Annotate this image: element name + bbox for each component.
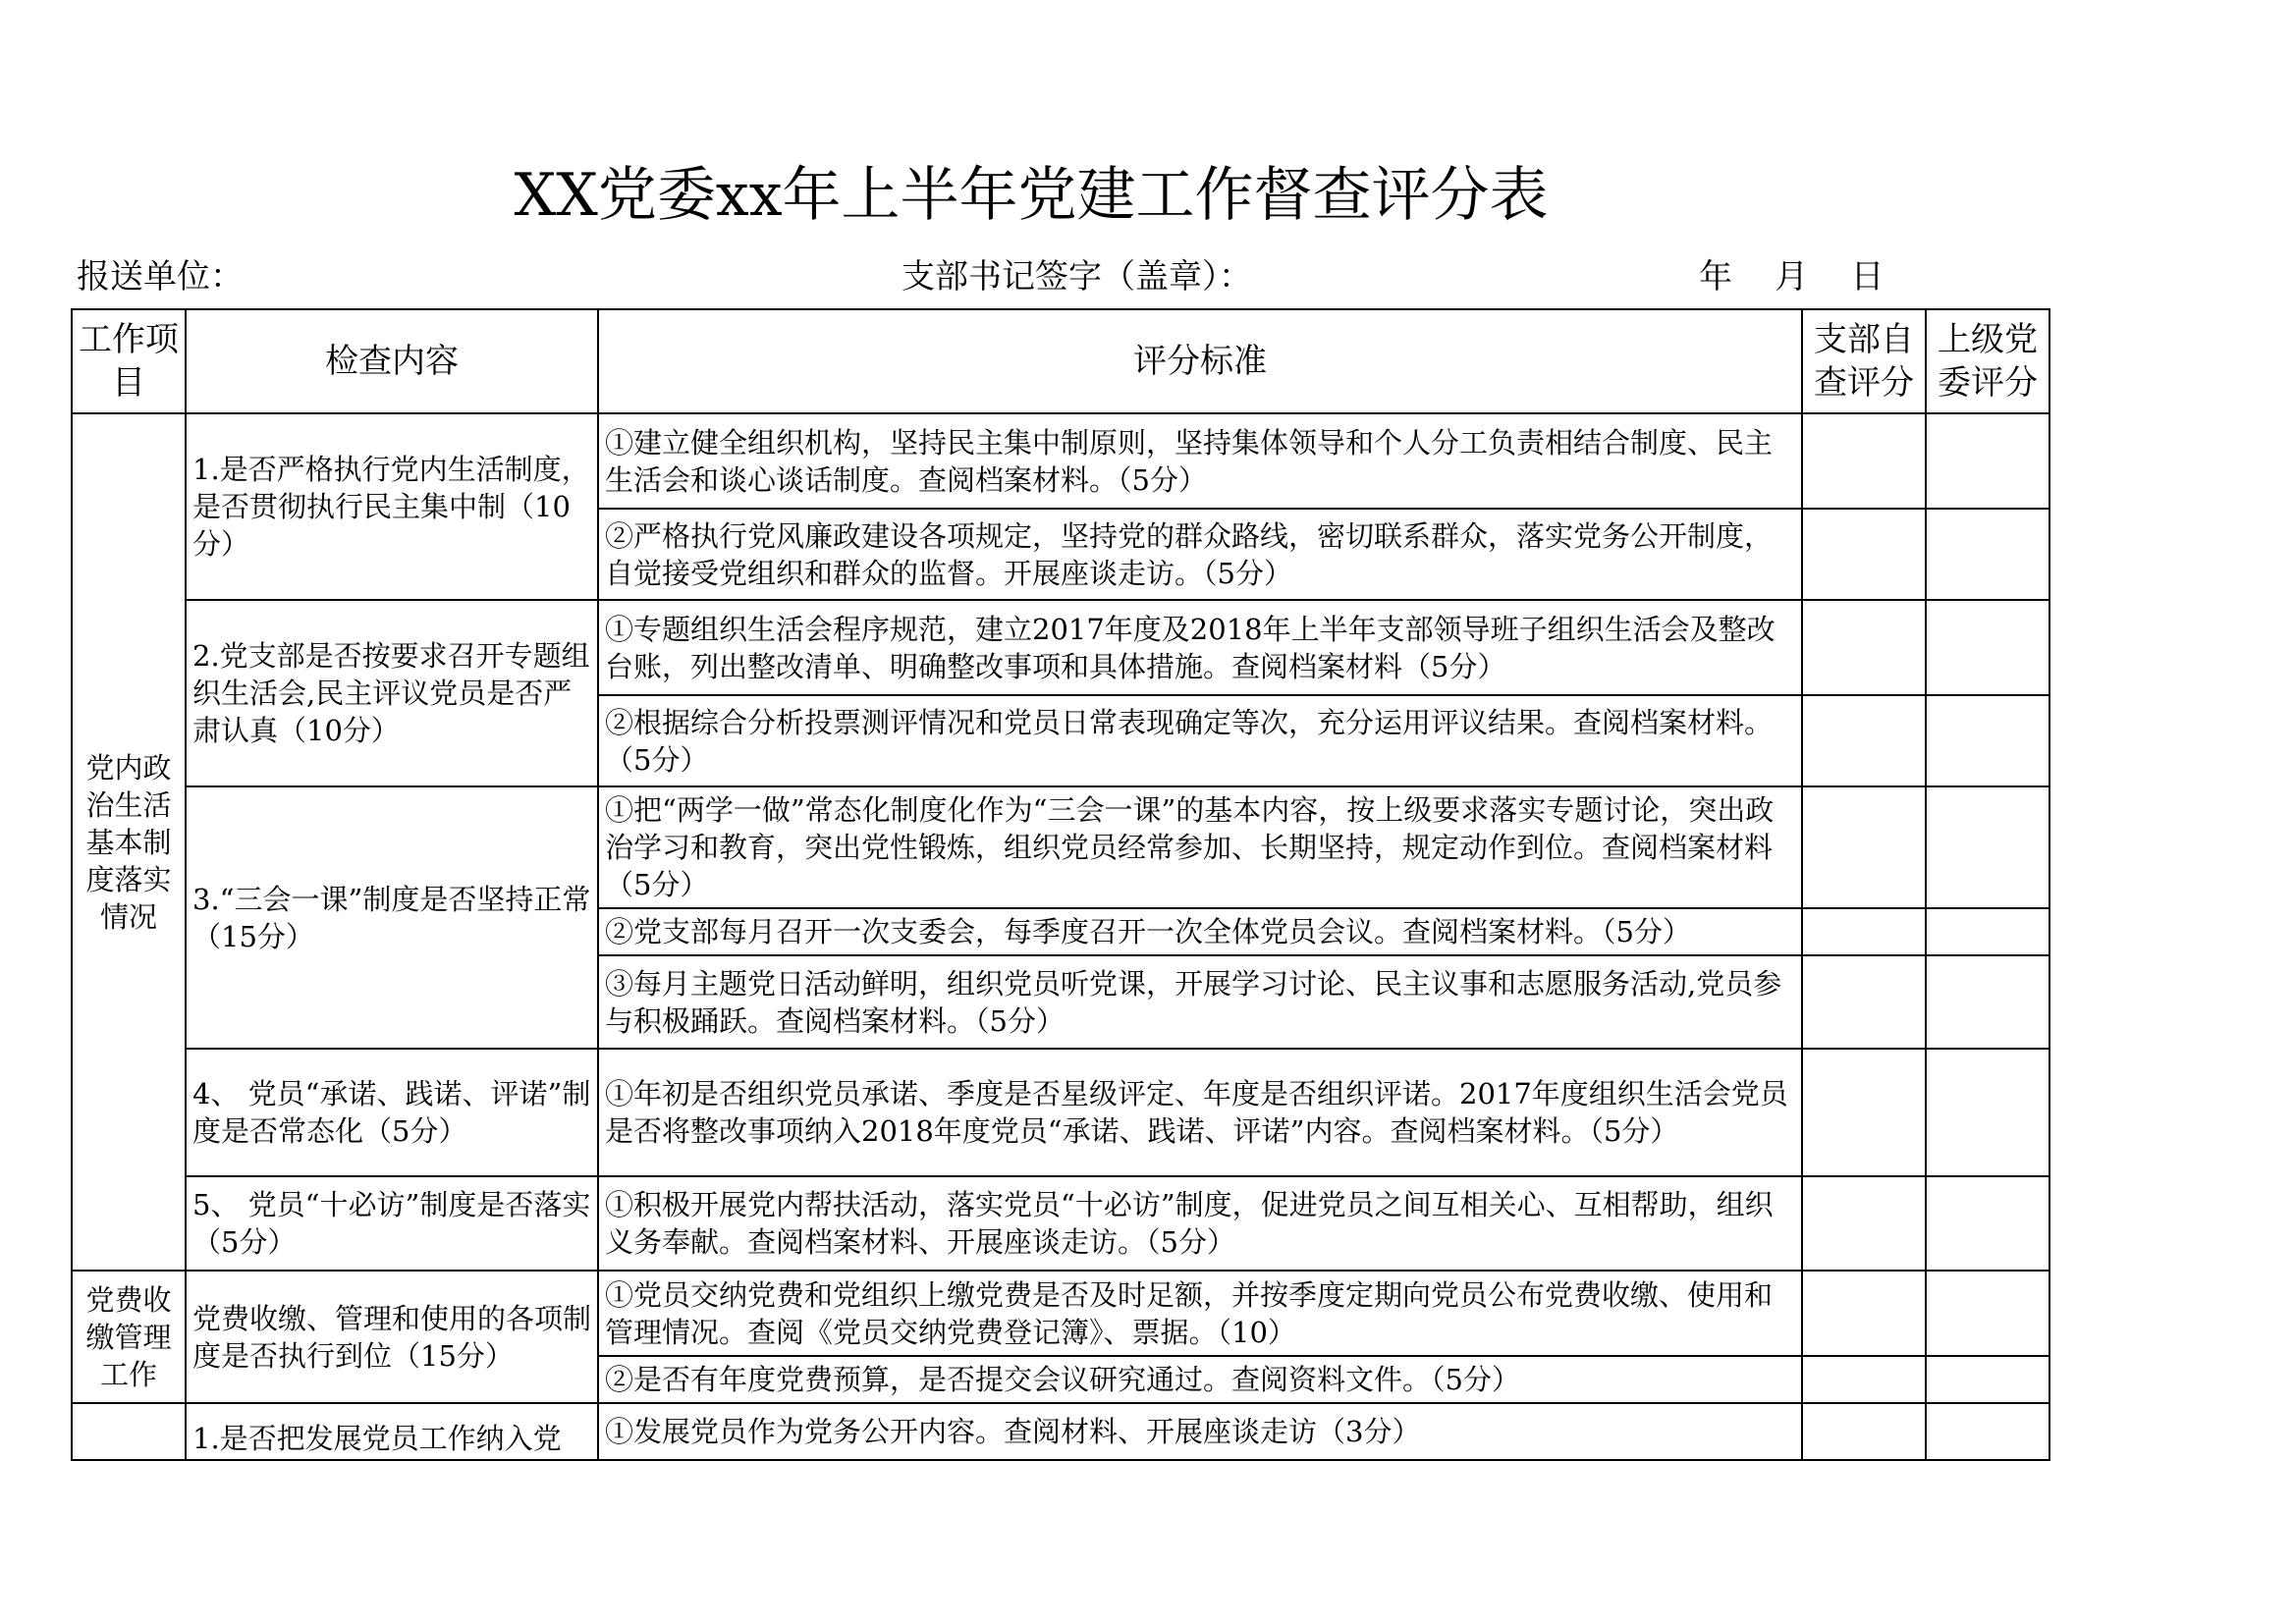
criteria-cell: ①把“两学一做”常态化制度化作为“三会一课”的基本内容，按上级要求落实专题讨论，突出政治学习和教育，突出党性锻炼，组织党员经常参加、长期坚持，规定动作到位。查阅档案材料（5分） bbox=[598, 786, 1802, 908]
header-content: 检查内容 bbox=[186, 309, 598, 413]
criteria-cell: ①党员交纳党费和党组织上缴党费是否及时足额，并按季度定期向党员公布党费收缴、使用和管理情况。查阅《党员交纳党费登记簿》、票据。（10） bbox=[598, 1271, 1802, 1356]
category-cell bbox=[72, 1403, 186, 1460]
header-self-score: 支部自查评分 bbox=[1802, 309, 1926, 413]
submitting-unit-label: 报送单位： bbox=[77, 257, 244, 297]
table-row bbox=[72, 600, 2049, 695]
item-cell: 2.党支部是否按要求召开专题组织生活会,民主评议党员是否严肃认真（10分） bbox=[186, 600, 598, 786]
criteria-cell: ②是否有年度党费预算，是否提交会议研究通过。查阅资料文件。（5分） bbox=[598, 1356, 1802, 1403]
table-row bbox=[72, 1176, 2049, 1271]
upper-score-cell[interactable] bbox=[1926, 1271, 2049, 1356]
upper-score-cell[interactable] bbox=[1926, 413, 2049, 509]
criteria-cell: ②严格执行党风廉政建设各项规定，坚持党的群众路线，密切联系群众，落实党务公开制度，自觉接受党组织和群众的监督。开展座谈走访。（5分） bbox=[598, 509, 1802, 600]
criteria-cell: ②党支部每月召开一次支委会，每季度召开一次全体党员会议。查阅档案材料。（5分） bbox=[598, 908, 1802, 955]
upper-score-cell[interactable] bbox=[1926, 600, 2049, 695]
upper-score-cell[interactable] bbox=[1926, 908, 2049, 955]
upper-score-cell[interactable] bbox=[1926, 1049, 2049, 1176]
criteria-cell: ①年初是否组织党员承诺、季度是否星级评定、年度是否组织评诺。2017年度组织生活会党员是否将整改事项纳入2018年度党员“承诺、践诺、评诺”内容。查阅档案材料。（5分） bbox=[598, 1049, 1802, 1176]
self-score-cell[interactable] bbox=[1802, 786, 1926, 908]
criteria-cell: ①专题组织生活会程序规范，建立2017年度及2018年上半年支部领导班子组织生活会及整改台账，列出整改清单、明确整改事项和具体措施。查阅档案材料（5分） bbox=[598, 600, 1802, 695]
criteria-cell: ①积极开展党内帮扶活动，落实党员“十必访”制度，促进党员之间互相关心、互相帮助，组织义务奉献。查阅档案材料、开展座谈走访。（5分） bbox=[598, 1176, 1802, 1271]
upper-score-cell[interactable] bbox=[1926, 786, 2049, 908]
table-row bbox=[72, 786, 2049, 908]
item-cell: 1.是否把发展党员工作纳入党 bbox=[186, 1403, 598, 1460]
self-score-cell[interactable] bbox=[1802, 413, 1926, 509]
self-score-cell[interactable] bbox=[1802, 955, 1926, 1049]
header-criteria: 评分标准 bbox=[598, 309, 1802, 413]
table-row bbox=[72, 1403, 2049, 1460]
item-cell: 党费收缴、管理和使用的各项制度是否执行到位（15分） bbox=[186, 1271, 598, 1403]
self-score-cell[interactable] bbox=[1802, 509, 1926, 600]
item-cell: 4、 党员“承诺、践诺、评诺”制度是否常态化（5分） bbox=[186, 1049, 598, 1176]
item-cell: 5、 党员“十必访”制度是否落实（5分） bbox=[186, 1176, 598, 1271]
table-row bbox=[72, 413, 2049, 509]
page-title: XX党委xx年上半年党建工作督查评分表 bbox=[514, 161, 1549, 230]
criteria-cell: ①发展党员作为党务公开内容。查阅材料、开展座谈走访（3分） bbox=[598, 1403, 1802, 1460]
upper-score-cell[interactable] bbox=[1926, 955, 2049, 1049]
upper-score-cell[interactable] bbox=[1926, 1403, 2049, 1460]
item-cell: 1.是否严格执行党内生活制度，是否贯彻执行民主集中制（10分） bbox=[186, 413, 598, 600]
upper-score-cell[interactable] bbox=[1926, 1176, 2049, 1271]
category-cell: 党内政治生活基本制度落实情况 bbox=[72, 413, 186, 1271]
self-score-cell[interactable] bbox=[1802, 695, 1926, 786]
evaluation-table bbox=[71, 308, 2050, 1461]
item-cell: 3.“三会一课”制度是否坚持正常（15分） bbox=[186, 786, 598, 1049]
upper-score-cell[interactable] bbox=[1926, 695, 2049, 786]
criteria-cell: ②根据综合分析投票测评情况和党员日常表现确定等次，充分运用评议结果。查阅档案材料。（5分） bbox=[598, 695, 1802, 786]
self-score-cell[interactable] bbox=[1802, 1176, 1926, 1271]
table-row bbox=[72, 1049, 2049, 1176]
criteria-cell: ①建立健全组织机构，坚持民主集中制原则，坚持集体领导和个人分工负责相结合制度、民主生活会和谈心谈话制度。查阅档案材料。（5分） bbox=[598, 413, 1802, 509]
self-score-cell[interactable] bbox=[1802, 1271, 1926, 1356]
upper-score-cell[interactable] bbox=[1926, 1356, 2049, 1403]
category-cell: 党费收缴管理工作 bbox=[72, 1271, 186, 1403]
header-project: 工作项目 bbox=[72, 309, 186, 413]
table-row bbox=[72, 1271, 2049, 1356]
header-upper-score: 上级党委评分 bbox=[1926, 309, 2049, 413]
self-score-cell[interactable] bbox=[1802, 1049, 1926, 1176]
date-label: 年 月 日 bbox=[1699, 257, 1885, 297]
upper-score-cell[interactable] bbox=[1926, 509, 2049, 600]
self-score-cell[interactable] bbox=[1802, 1356, 1926, 1403]
self-score-cell[interactable] bbox=[1802, 1403, 1926, 1460]
criteria-cell: ③每月主题党日活动鲜明，组织党员听党课，开展学习讨论、民主议事和志愿服务活动,党员参与积极踊跃。查阅档案材料。（5分） bbox=[598, 955, 1802, 1049]
self-score-cell[interactable] bbox=[1802, 600, 1926, 695]
secretary-signature-label: 支部书记签字（盖章）： bbox=[902, 257, 1252, 297]
self-score-cell[interactable] bbox=[1802, 908, 1926, 955]
header-row bbox=[72, 309, 2049, 413]
